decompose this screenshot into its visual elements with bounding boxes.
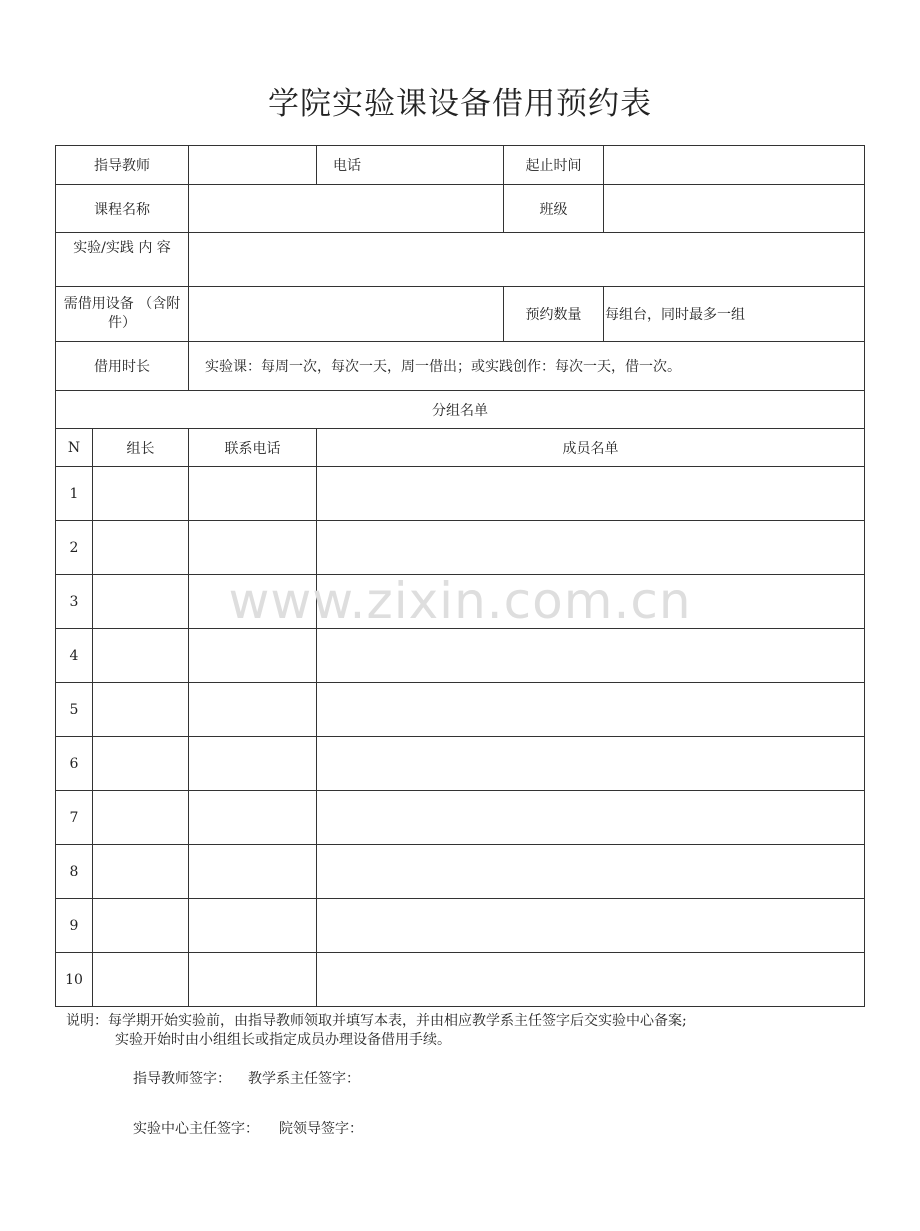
leader-cell[interactable] bbox=[93, 953, 189, 1007]
course-field[interactable] bbox=[189, 185, 504, 233]
table-row bbox=[56, 629, 865, 683]
content-field[interactable] bbox=[189, 233, 865, 287]
phone-cell[interactable] bbox=[189, 737, 317, 791]
col-header-n: N bbox=[56, 429, 93, 467]
leader-cell[interactable] bbox=[93, 845, 189, 899]
group-section-row bbox=[56, 391, 865, 429]
leader-cell[interactable] bbox=[93, 521, 189, 575]
row-number: 6 bbox=[56, 737, 93, 791]
leader-cell[interactable] bbox=[93, 629, 189, 683]
table-row bbox=[56, 791, 865, 845]
members-cell[interactable] bbox=[317, 521, 865, 575]
note-line-1: 说明：每学期开始实验前，由指导教师领取并填写本表，并由相应教学系主任签字后交实验中心备案; bbox=[66, 1013, 687, 1029]
dean-signature-label: 院领导签字： bbox=[279, 1121, 363, 1137]
leader-cell[interactable] bbox=[93, 683, 189, 737]
phone-cell[interactable] bbox=[189, 845, 317, 899]
table-row bbox=[56, 953, 865, 1007]
leader-cell[interactable] bbox=[93, 737, 189, 791]
col-header-members: 成员名单 bbox=[317, 429, 865, 467]
members-cell[interactable] bbox=[317, 899, 865, 953]
duration-value: 实验课：每周一次，每次一天，周一借出；或实践创作：每次一天，借一次。 bbox=[189, 342, 865, 391]
phone-cell[interactable] bbox=[189, 521, 317, 575]
phone-cell[interactable] bbox=[189, 575, 317, 629]
form-row-content bbox=[56, 233, 865, 287]
form-row-course bbox=[56, 185, 865, 233]
teacher-signature-label: 指导教师签字： bbox=[133, 1071, 231, 1087]
row-number: 8 bbox=[56, 845, 93, 899]
note-line-2: 实验开始时由小组组长或指定成员办理设备借用手续。 bbox=[115, 1032, 451, 1048]
class-label: 班级 bbox=[504, 185, 604, 233]
col-header-leader: 组长 bbox=[93, 429, 189, 467]
group-header-row bbox=[56, 429, 865, 467]
col-header-phone: 联系电话 bbox=[189, 429, 317, 467]
row-number: 7 bbox=[56, 791, 93, 845]
leader-cell[interactable] bbox=[93, 791, 189, 845]
form-row-teacher bbox=[56, 146, 865, 185]
phone-label: 电话 bbox=[317, 146, 504, 185]
reservation-form-table bbox=[55, 145, 865, 1007]
watermark: www.zixin.com.cn bbox=[228, 572, 692, 630]
members-cell[interactable] bbox=[317, 629, 865, 683]
phone-cell[interactable] bbox=[189, 683, 317, 737]
content-label: 实验/实践 内 容 bbox=[56, 233, 189, 287]
equipment-label bbox=[56, 287, 189, 342]
table-row bbox=[56, 737, 865, 791]
table-row bbox=[56, 683, 865, 737]
teacher-label: 指导教师 bbox=[56, 146, 189, 185]
row-number: 10 bbox=[56, 953, 93, 1007]
duration-label: 借用时长 bbox=[56, 342, 189, 391]
row-number: 5 bbox=[56, 683, 93, 737]
members-cell[interactable] bbox=[317, 791, 865, 845]
leader-cell[interactable] bbox=[93, 575, 189, 629]
phone-cell[interactable] bbox=[189, 629, 317, 683]
phone-cell[interactable] bbox=[189, 791, 317, 845]
table-row bbox=[56, 575, 865, 629]
class-field[interactable] bbox=[604, 185, 865, 233]
members-cell[interactable] bbox=[317, 683, 865, 737]
equipment-field[interactable] bbox=[189, 287, 504, 342]
group-section-title: 分组名单 bbox=[56, 391, 865, 429]
members-cell[interactable] bbox=[317, 845, 865, 899]
form-row-duration bbox=[56, 342, 865, 391]
table-row bbox=[56, 521, 865, 575]
table-row bbox=[56, 899, 865, 953]
members-cell[interactable] bbox=[317, 953, 865, 1007]
quantity-label: 预约数量 bbox=[504, 287, 604, 342]
form-row-equipment bbox=[56, 287, 865, 342]
leader-cell[interactable] bbox=[93, 899, 189, 953]
row-number: 9 bbox=[56, 899, 93, 953]
dept-head-signature-label: 教学系主任签字： bbox=[248, 1071, 360, 1087]
equipment-label-line1: 需借用设备 （含附 bbox=[63, 296, 181, 312]
phone-cell[interactable] bbox=[189, 467, 317, 521]
leader-cell[interactable] bbox=[93, 467, 189, 521]
equipment-label-line2: 件） bbox=[108, 315, 136, 331]
teacher-field[interactable] bbox=[189, 146, 317, 185]
row-number: 3 bbox=[56, 575, 93, 629]
row-number: 4 bbox=[56, 629, 93, 683]
center-head-signature-label: 实验中心主任签字： bbox=[133, 1121, 259, 1137]
page-title: 学院实验课设备借用预约表 bbox=[268, 86, 652, 122]
period-label: 起止时间 bbox=[504, 146, 604, 185]
phone-cell[interactable] bbox=[189, 899, 317, 953]
members-cell[interactable] bbox=[317, 575, 865, 629]
group-rows bbox=[56, 467, 865, 1007]
period-field[interactable] bbox=[604, 146, 865, 185]
quantity-value: 每组台，同时最多一组 bbox=[604, 287, 865, 342]
row-number: 1 bbox=[56, 467, 93, 521]
row-number: 2 bbox=[56, 521, 93, 575]
members-cell[interactable] bbox=[317, 737, 865, 791]
members-cell[interactable] bbox=[317, 467, 865, 521]
table-row bbox=[56, 467, 865, 521]
table-row bbox=[56, 845, 865, 899]
phone-cell[interactable] bbox=[189, 953, 317, 1007]
course-label: 课程名称 bbox=[56, 185, 189, 233]
